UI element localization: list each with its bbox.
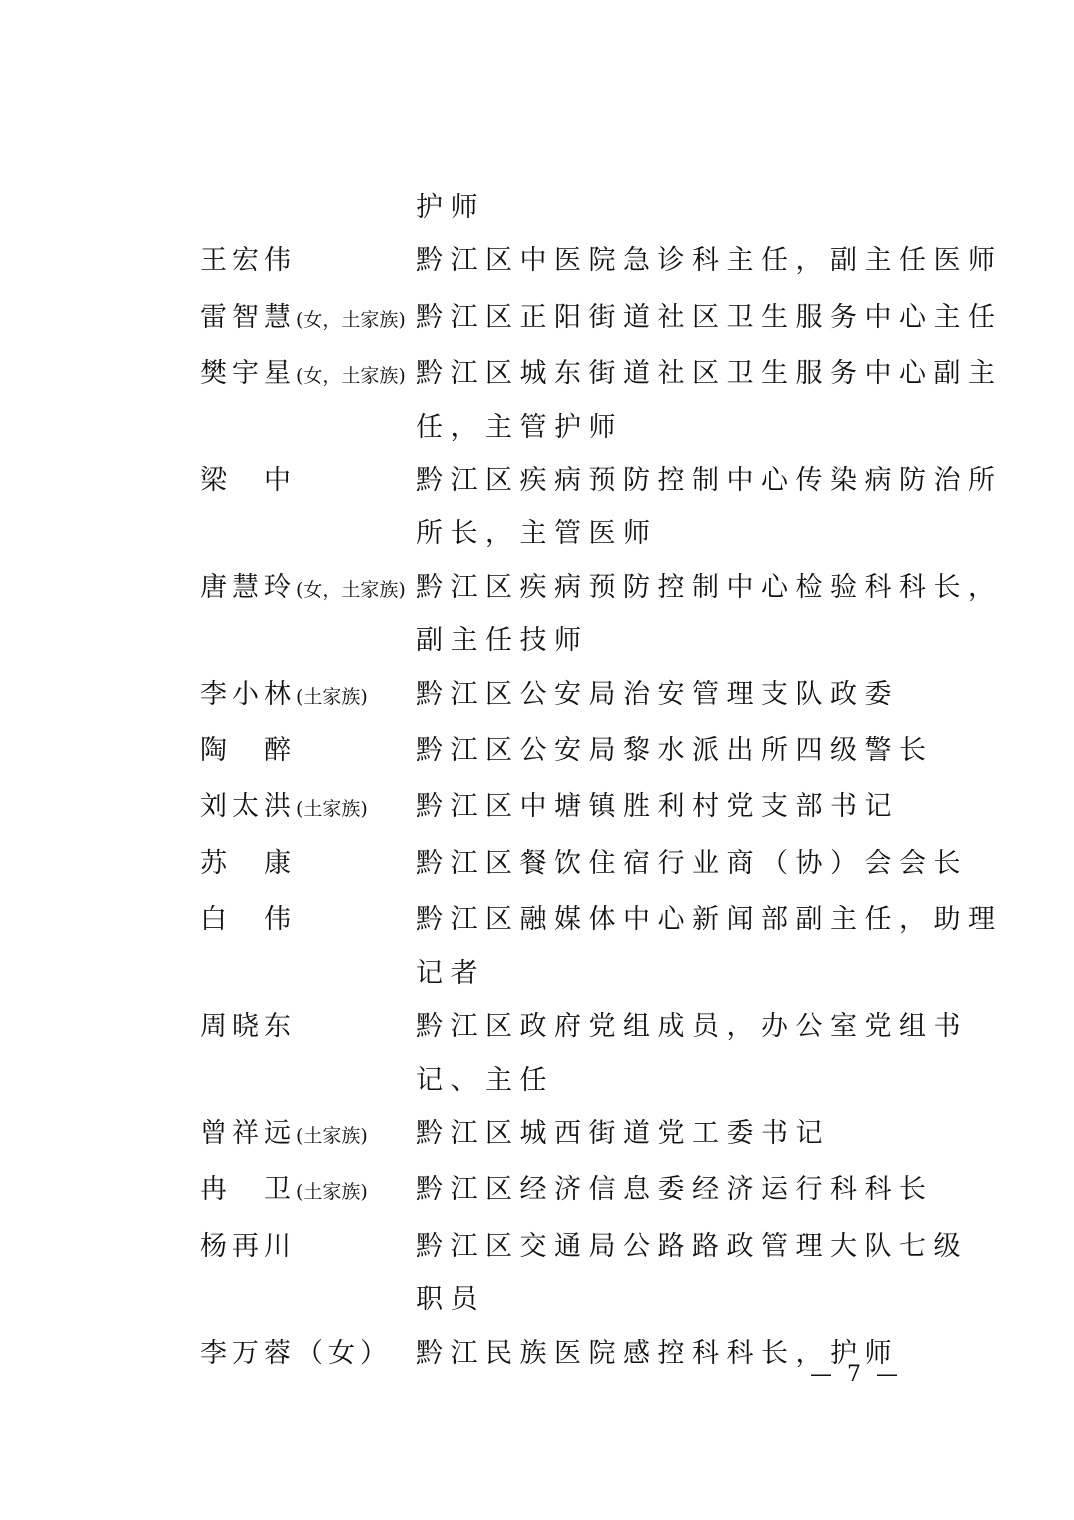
position-description (416, 347, 1003, 454)
person-name (200, 1000, 416, 1107)
name-text: 白 伟 (200, 904, 296, 936)
position-description (416, 724, 960, 780)
description-line: 记、主任 (416, 1064, 554, 1096)
description-line: 职员 (416, 1284, 485, 1316)
position-description (416, 1107, 960, 1163)
name-text: 唐慧玲 (200, 571, 296, 603)
description-line: 任，主管护师 (416, 411, 623, 443)
person-name (200, 347, 416, 454)
position-description (416, 893, 1003, 1000)
description-line: 所长，主管医师 (416, 518, 658, 550)
person-name (200, 1163, 416, 1219)
description-line: 黔江区经济信息委经济运行科科长 (416, 1174, 934, 1206)
person-name (200, 291, 416, 347)
position-description (416, 780, 960, 836)
name-text: 樊宇星 (200, 358, 296, 390)
name-text: 苏 康 (200, 847, 296, 879)
person-name (200, 561, 416, 668)
list-item (200, 837, 968, 893)
page-number: — 7 — (810, 1362, 902, 1387)
position-description (416, 837, 968, 893)
name-text: 陶 醉 (200, 735, 296, 767)
person-name (200, 454, 416, 561)
name-text: 刘太洪 (200, 791, 296, 823)
list-item (200, 234, 1003, 290)
description-line: 黔江民族医院感控科科长，护师 (416, 1337, 899, 1369)
position-description (416, 1000, 968, 1107)
name-text: 李万蓉（女） (200, 1337, 392, 1369)
person-name (200, 780, 416, 836)
name-text: 杨再川 (200, 1230, 296, 1262)
list-item (200, 724, 960, 780)
name-note: (土家族) (296, 798, 368, 821)
name-note: (土家族) (296, 1181, 368, 1204)
description-line: 黔江区政府党组成员，办公室党组书 (416, 1011, 968, 1043)
name-text: 王宏伟 (200, 245, 296, 277)
list-item (200, 181, 960, 234)
description-line: 黔江区正阳街道社区卫生服务中心主任 (416, 301, 1003, 333)
name-text: 曾祥远 (200, 1117, 296, 1149)
name-text: 周晓东 (200, 1011, 296, 1043)
person-name (200, 1107, 416, 1163)
name-list (200, 181, 1003, 1383)
description-line: 黔江区疾病预防控制中心检验科科长， (416, 571, 1003, 603)
description-line: 黔江区餐饮住宿行业商（协）会会长 (416, 847, 968, 879)
list-item (200, 347, 1003, 454)
list-item (200, 780, 960, 836)
person-name (200, 893, 416, 1000)
name-text: 冉 卫 (200, 1174, 296, 1206)
person-name (200, 1220, 416, 1327)
list-item (200, 291, 1003, 347)
list-item (200, 893, 1003, 1000)
list-item (200, 561, 1003, 668)
description-line: 黔江区城西街道党工委书记 (416, 1117, 830, 1149)
list-item (200, 454, 1003, 561)
position-description (416, 291, 1003, 347)
person-name (200, 668, 416, 724)
description-line: 记者 (416, 957, 485, 989)
person-name (200, 181, 416, 234)
position-description (416, 668, 960, 724)
person-name (200, 234, 416, 290)
list-item (200, 1220, 968, 1327)
name-text: 雷智慧 (200, 301, 296, 333)
list-item (200, 1107, 960, 1163)
description-line: 黔江区交通局公路路政管理大队七级 (416, 1230, 968, 1262)
list-item (200, 668, 960, 724)
name-text: 李小林 (200, 678, 296, 710)
name-note: (土家族) (296, 685, 368, 708)
person-name (200, 724, 416, 780)
description-line: 黔江区城东街道社区卫生服务中心副主 (416, 358, 1003, 390)
description-line: 黔江区融媒体中心新闻部副主任，助理 (416, 904, 1003, 936)
name-note: (土家族) (296, 1124, 368, 1147)
position-description (416, 1163, 960, 1219)
description-line: 黔江区中医院急诊科主任，副主任医师 (416, 245, 1003, 277)
position-description (416, 561, 1003, 668)
position-description (416, 234, 1003, 290)
name-note: (女，土家族) (296, 308, 406, 331)
list-item (200, 1163, 960, 1219)
list-item (200, 1000, 968, 1107)
name-text: 梁 中 (200, 465, 296, 497)
description-line: 黔江区公安局黎水派出所四级警长 (416, 735, 934, 767)
description-line: 黔江区公安局治安管理支队政委 (416, 678, 899, 710)
description-line: 黔江区中塘镇胜利村党支部书记 (416, 791, 899, 823)
position-description (416, 454, 1003, 561)
person-name (200, 837, 416, 893)
description-line: 护师 (416, 192, 485, 223)
name-note: (女，土家族) (296, 365, 406, 388)
name-note: (女，土家族) (296, 578, 406, 601)
description-line: 黔江区疾病预防控制中心传染病防治所 (416, 465, 1003, 497)
position-description (416, 181, 960, 234)
description-line: 副主任技师 (416, 625, 589, 657)
position-description (416, 1220, 968, 1327)
person-name (200, 1327, 416, 1383)
